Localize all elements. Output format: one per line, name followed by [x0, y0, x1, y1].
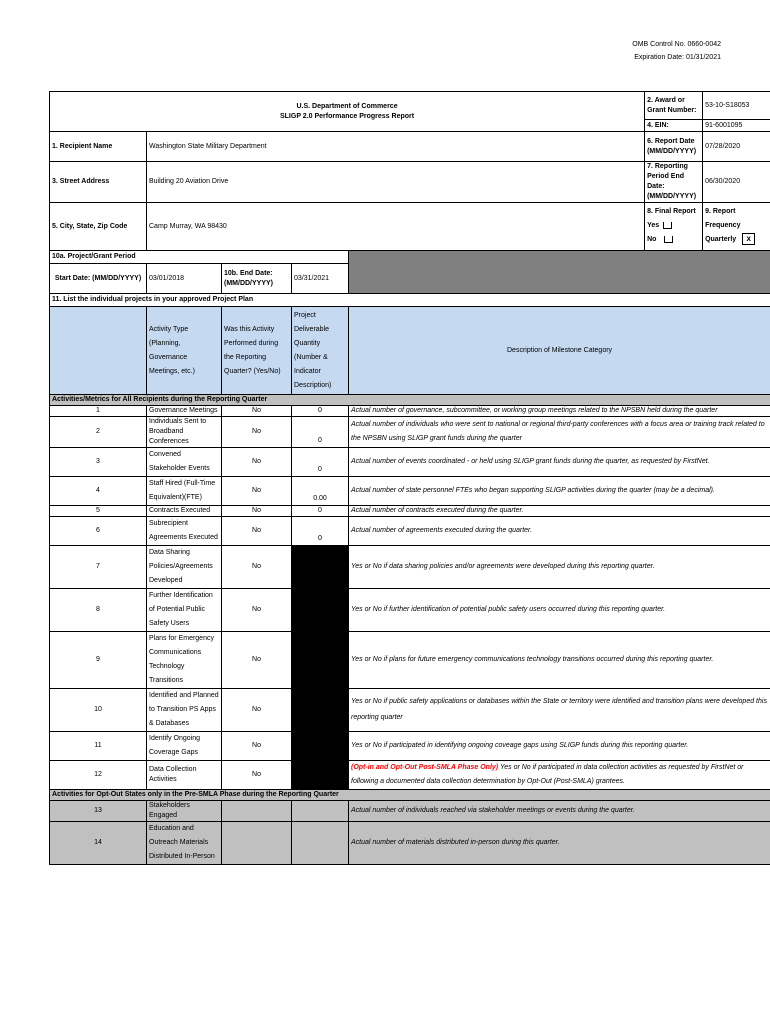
- start-date-label: Start Date: (MM/DD/YYYY): [50, 264, 147, 294]
- performed-value[interactable]: No: [222, 477, 292, 506]
- column-number-header: [50, 307, 147, 395]
- report-frequency-value: Quarterly: [705, 236, 737, 243]
- projects-section: 11. List the individual projects in your approved Project Plan: [50, 294, 770, 307]
- recipient-name-label: 1. Recipient Name: [50, 132, 147, 162]
- agency-name: U.S. Department of Commerce: [296, 102, 398, 110]
- quantity-value[interactable]: 0: [292, 448, 349, 477]
- milestone-description: Actual number of contracts executed during the quarter.: [349, 506, 770, 517]
- activity-type: Individuals Sent to Broadband Conferences: [147, 417, 222, 448]
- omb-info: [632, 38, 721, 64]
- end-date-label: 10b. End Date: (MM/DD/YYYY): [222, 264, 292, 294]
- quantity-blocked: [292, 589, 349, 632]
- activity-type: Data Sharing Policies/Agreements Developed: [147, 546, 222, 589]
- row-number: 14: [50, 822, 147, 865]
- performed-value[interactable]: No: [222, 406, 292, 417]
- column-activity-type: Activity Type (Planning, Governance Meetings, etc.): [147, 307, 222, 395]
- opt-in-opt-out-note: (Opt-in and Opt-Out Post-SMLA Phase Only): [351, 764, 499, 771]
- table-row: [50, 406, 770, 417]
- table-row: [50, 506, 770, 517]
- row-number: 4: [50, 477, 147, 506]
- table-row: [50, 632, 770, 689]
- recipient-name-value[interactable]: Washington State Military Department: [147, 132, 645, 162]
- activity-type: Convened Stakeholder Events: [147, 448, 222, 477]
- milestone-description: Actual number of materials distributed in-person during this quarter.: [349, 822, 770, 865]
- quantity-value[interactable]: 0: [292, 417, 349, 448]
- table-row: [50, 546, 770, 589]
- column-performed: Was this Activity Performed during the Reporting Quarter? (Yes/No): [222, 307, 292, 395]
- quantity-value[interactable]: 0: [292, 506, 349, 517]
- final-report-no-checkbox[interactable]: [664, 236, 673, 243]
- milestone-description-text: Yes or No if participated in data collection activities as requested by FirstNet or following a documented data collection determination by Opt-Out (Post-SMLA) grantees.: [351, 764, 744, 785]
- milestone-description: Actual number of governance, subcommittee, or working group meetings related to the NPSBN held during the quarter: [349, 406, 770, 417]
- table-row: [50, 822, 770, 865]
- report-frequency-cell: [703, 203, 770, 251]
- quantity-blocked: [292, 689, 349, 732]
- report-frequency-label: 9. Report Frequency: [705, 208, 741, 229]
- table-row: [50, 448, 770, 477]
- quantity-value[interactable]: 0: [292, 517, 349, 546]
- row-number: 8: [50, 589, 147, 632]
- activity-type: Plans for Emergency Communications Technology Transitions: [147, 632, 222, 689]
- street-address-value[interactable]: Building 20 Aviation Drive: [147, 162, 645, 203]
- street-address-label: 3. Street Address: [50, 162, 147, 203]
- table-row: [50, 732, 770, 761]
- performed-value[interactable]: No: [222, 632, 292, 689]
- activity-type: Governance Meetings: [147, 406, 222, 417]
- period-gray-cell: [349, 251, 770, 294]
- period-end-value[interactable]: 06/30/2020: [703, 162, 770, 203]
- milestone-description: Actual number of individuals who were sent to national or regional third-party conferences with a focus area or training track related to the NPSBN using SLIGP grant funds during the quarter: [349, 417, 770, 448]
- performed-value[interactable]: No: [222, 589, 292, 632]
- table-row: [50, 417, 770, 448]
- row-number: 12: [50, 761, 147, 790]
- row-number: 11: [50, 732, 147, 761]
- end-date-value[interactable]: 03/31/2021: [292, 264, 349, 294]
- final-report-yes-checkbox[interactable]: [663, 222, 672, 229]
- frequency-checkbox[interactable]: x: [742, 233, 755, 245]
- milestone-description: Actual number of agreements executed during the quarter.: [349, 517, 770, 546]
- milestone-description: Yes or No if public safety applications or databases within the State or territory were identified and transition plans were developed this reporting quarter: [349, 689, 770, 732]
- quantity-value: [292, 822, 349, 865]
- quantity-blocked: [292, 732, 349, 761]
- award-number-label: 2. Award or Grant Number:: [645, 92, 703, 120]
- performed-value[interactable]: No: [222, 417, 292, 448]
- final-report-yes-label: Yes: [647, 222, 660, 229]
- activity-type: Stakeholders Engaged: [147, 801, 222, 822]
- activity-type: Subrecipient Agreements Executed: [147, 517, 222, 546]
- report-date-value[interactable]: 07/28/2020: [703, 132, 770, 162]
- final-report-cell: [645, 203, 703, 251]
- row-number: 7: [50, 546, 147, 589]
- performed-value[interactable]: No: [222, 517, 292, 546]
- activity-type: Identify Ongoing Coverage Gaps: [147, 732, 222, 761]
- city-state-zip-value[interactable]: Camp Murray, WA 98430: [147, 203, 645, 251]
- row-number: 13: [50, 801, 147, 822]
- performed-value[interactable]: No: [222, 761, 292, 790]
- column-deliverable: Project Deliverable Quantity (Number & Indicator Description): [292, 307, 349, 395]
- ein-value[interactable]: 91-6001095: [703, 120, 770, 132]
- column-description: Description of Milestone Category: [349, 307, 770, 395]
- quantity-blocked: [292, 761, 349, 790]
- milestone-description: Actual number of individuals reached via stakeholder meetings or events during the quarter.: [349, 801, 770, 822]
- omb-control-number: OMB Control No. 0660-0042: [632, 41, 721, 48]
- milestone-description: Yes or No if data sharing policies and/or agreements were developed during this reporting quarter.: [349, 546, 770, 589]
- report-title: SLIGP 2.0 Performance Progress Report: [279, 112, 415, 120]
- start-date-value[interactable]: 03/01/2018: [147, 264, 222, 294]
- quantity-blocked: [292, 546, 349, 589]
- activity-type: Staff Hired (Full-Time Equivalent)(FTE): [147, 477, 222, 506]
- final-report-label: 8. Final Report: [647, 208, 696, 215]
- milestone-description: Yes or No if further identification of potential public safety users occurred during this reporting quarter.: [349, 589, 770, 632]
- row-number: 2: [50, 417, 147, 448]
- row-number: 5: [50, 506, 147, 517]
- performed-value[interactable]: No: [222, 689, 292, 732]
- table-row: [50, 517, 770, 546]
- milestone-description: [349, 761, 770, 790]
- performed-value: [222, 801, 292, 822]
- milestone-description: Actual number of state personnel FTEs who began supporting SLIGP activities during the quarter (may be a decimal).: [349, 477, 770, 506]
- row-number: 6: [50, 517, 147, 546]
- milestone-description: Yes or No if plans for future emergency communications technology transitions occurred during this reporting quarter.: [349, 632, 770, 689]
- progress-report-form: [49, 91, 770, 865]
- activity-type: Further Identification of Potential Public Safety Users: [147, 589, 222, 632]
- table-row: [50, 589, 770, 632]
- expiration-date: Expiration Date: 01/31/2021: [634, 54, 721, 61]
- period-end-label: 7. Reporting Period End Date: (MM/DD/YYYY): [645, 162, 703, 203]
- activity-type: Contracts Executed: [147, 506, 222, 517]
- city-state-zip-label: 5. City, State, Zip Code: [50, 203, 147, 251]
- table-row: [50, 477, 770, 506]
- performed-value[interactable]: No: [222, 506, 292, 517]
- milestone-description: Actual number of events coordinated - or held using SLIGP grant funds during the quarter, as requested by FirstNet.: [349, 448, 770, 477]
- report-date-label: 6. Report Date (MM/DD/YYYY): [645, 132, 703, 162]
- table-row: [50, 801, 770, 822]
- quantity-value[interactable]: 0.00: [292, 477, 349, 506]
- performed-value[interactable]: No: [222, 546, 292, 589]
- project-period-section: 10a. Project/Grant Period: [50, 251, 349, 264]
- quantity-blocked: [292, 632, 349, 689]
- ein-label: 4. EIN:: [645, 120, 703, 132]
- quantity-value[interactable]: 0: [292, 406, 349, 417]
- section-all-recipients: Activities/Metrics for All Recipients during the Reporting Quarter: [50, 395, 770, 406]
- activity-type: Identified and Planned to Transition PS Apps & Databases: [147, 689, 222, 732]
- table-row: [50, 761, 770, 790]
- performed-value[interactable]: No: [222, 732, 292, 761]
- row-number: 9: [50, 632, 147, 689]
- performed-value[interactable]: No: [222, 448, 292, 477]
- award-number-value[interactable]: 53-10-S18053: [703, 92, 770, 120]
- row-number: 10: [50, 689, 147, 732]
- activity-type: Education and Outreach Materials Distributed In-Person: [147, 822, 222, 865]
- final-report-no-label: No: [647, 236, 657, 243]
- report-title-cell: [50, 92, 645, 132]
- row-number: 1: [50, 406, 147, 417]
- section-opt-out-states: Activities for Opt-Out States only in the Pre-SMLA Phase during the Reporting Quarter: [50, 790, 770, 801]
- activity-type: Data Collection Activities: [147, 761, 222, 790]
- milestone-description: Yes or No if participated in identifying ongoing coveage gaps using SLIGP funds during this reporting quarter.: [349, 732, 770, 761]
- row-number: 3: [50, 448, 147, 477]
- table-row: [50, 689, 770, 732]
- performed-value: [222, 822, 292, 865]
- quantity-value: [292, 801, 349, 822]
